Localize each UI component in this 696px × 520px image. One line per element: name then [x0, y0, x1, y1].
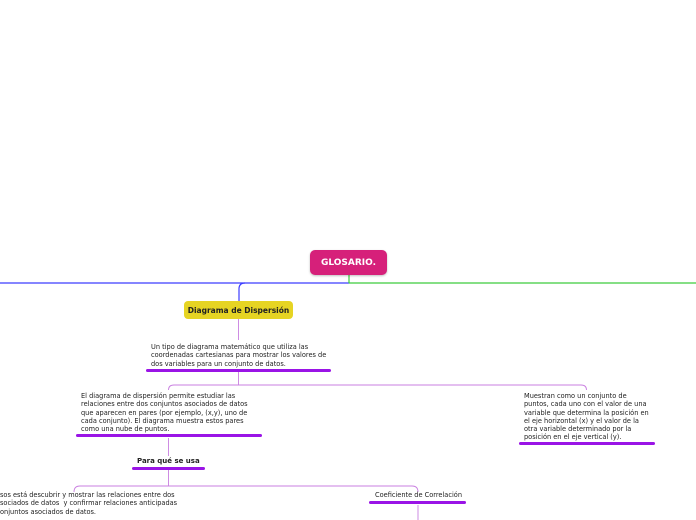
points-line: puntos, cada uno con el valor de una — [524, 400, 647, 409]
usage-underline — [132, 467, 205, 470]
definition-to-children-line — [169, 372, 587, 390]
root-label: GLOSARIO. — [320, 257, 377, 268]
definition-line: dos variables para un conjunto de datos. — [151, 359, 286, 368]
correlation-label: Coeficiente de Correlación — [375, 491, 463, 499]
topic-link-line — [239, 283, 245, 301]
description-node[interactable] — [81, 392, 248, 433]
description-underline — [76, 434, 262, 437]
usage-text-line: sociados de datos y confirmar relaciones anticipadas — [0, 499, 178, 508]
usage-to-children-line — [74, 470, 418, 492]
points-line: posición en el eje vertical (y). — [524, 433, 622, 442]
definition-underline — [146, 369, 331, 372]
points-line: variable que determina la posición en — [524, 408, 649, 417]
definition-line: Un tipo de diagrama matemático que utiliza las — [151, 343, 309, 351]
root-node-glosario[interactable] — [310, 250, 387, 275]
points-node[interactable] — [524, 392, 649, 442]
correlation-node[interactable] — [375, 491, 462, 499]
points-underline — [519, 442, 655, 445]
description-line: El diagrama de dispersión permite estudiar las — [81, 392, 236, 400]
definition-node[interactable] — [151, 343, 326, 368]
description-line: como una nube de puntos. — [81, 425, 170, 434]
topic-node-diagrama-de-dispersion[interactable] — [184, 301, 293, 319]
points-line: el eje horizontal (x) y el valor de la — [524, 416, 639, 425]
definition-line: coordenadas cartesianas para mostrar los valores de — [151, 351, 327, 360]
description-line: relaciones entre dos conjuntos asociados de datos — [81, 400, 248, 409]
usage-node[interactable] — [137, 457, 200, 465]
points-line: otra variable determinado por la — [524, 425, 632, 434]
description-line: cada conjunto). El diagrama muestra estos pares — [81, 416, 244, 425]
correlation-underline — [369, 501, 466, 504]
usage-label: Para qué se usa — [137, 457, 200, 465]
usage-text-node[interactable] — [0, 491, 177, 516]
usage-text-line: onjuntos asociados de datos. — [0, 507, 97, 516]
description-line: que aparecen en pares (por ejemplo, (x,y), uno de — [81, 408, 248, 417]
points-line: Muestran como un conjunto de — [524, 392, 627, 400]
topic-label: Diagrama de Dispersión — [187, 305, 290, 315]
usage-text-line: sos está descubrir y mostrar las relaciones entre dos — [0, 491, 175, 499]
